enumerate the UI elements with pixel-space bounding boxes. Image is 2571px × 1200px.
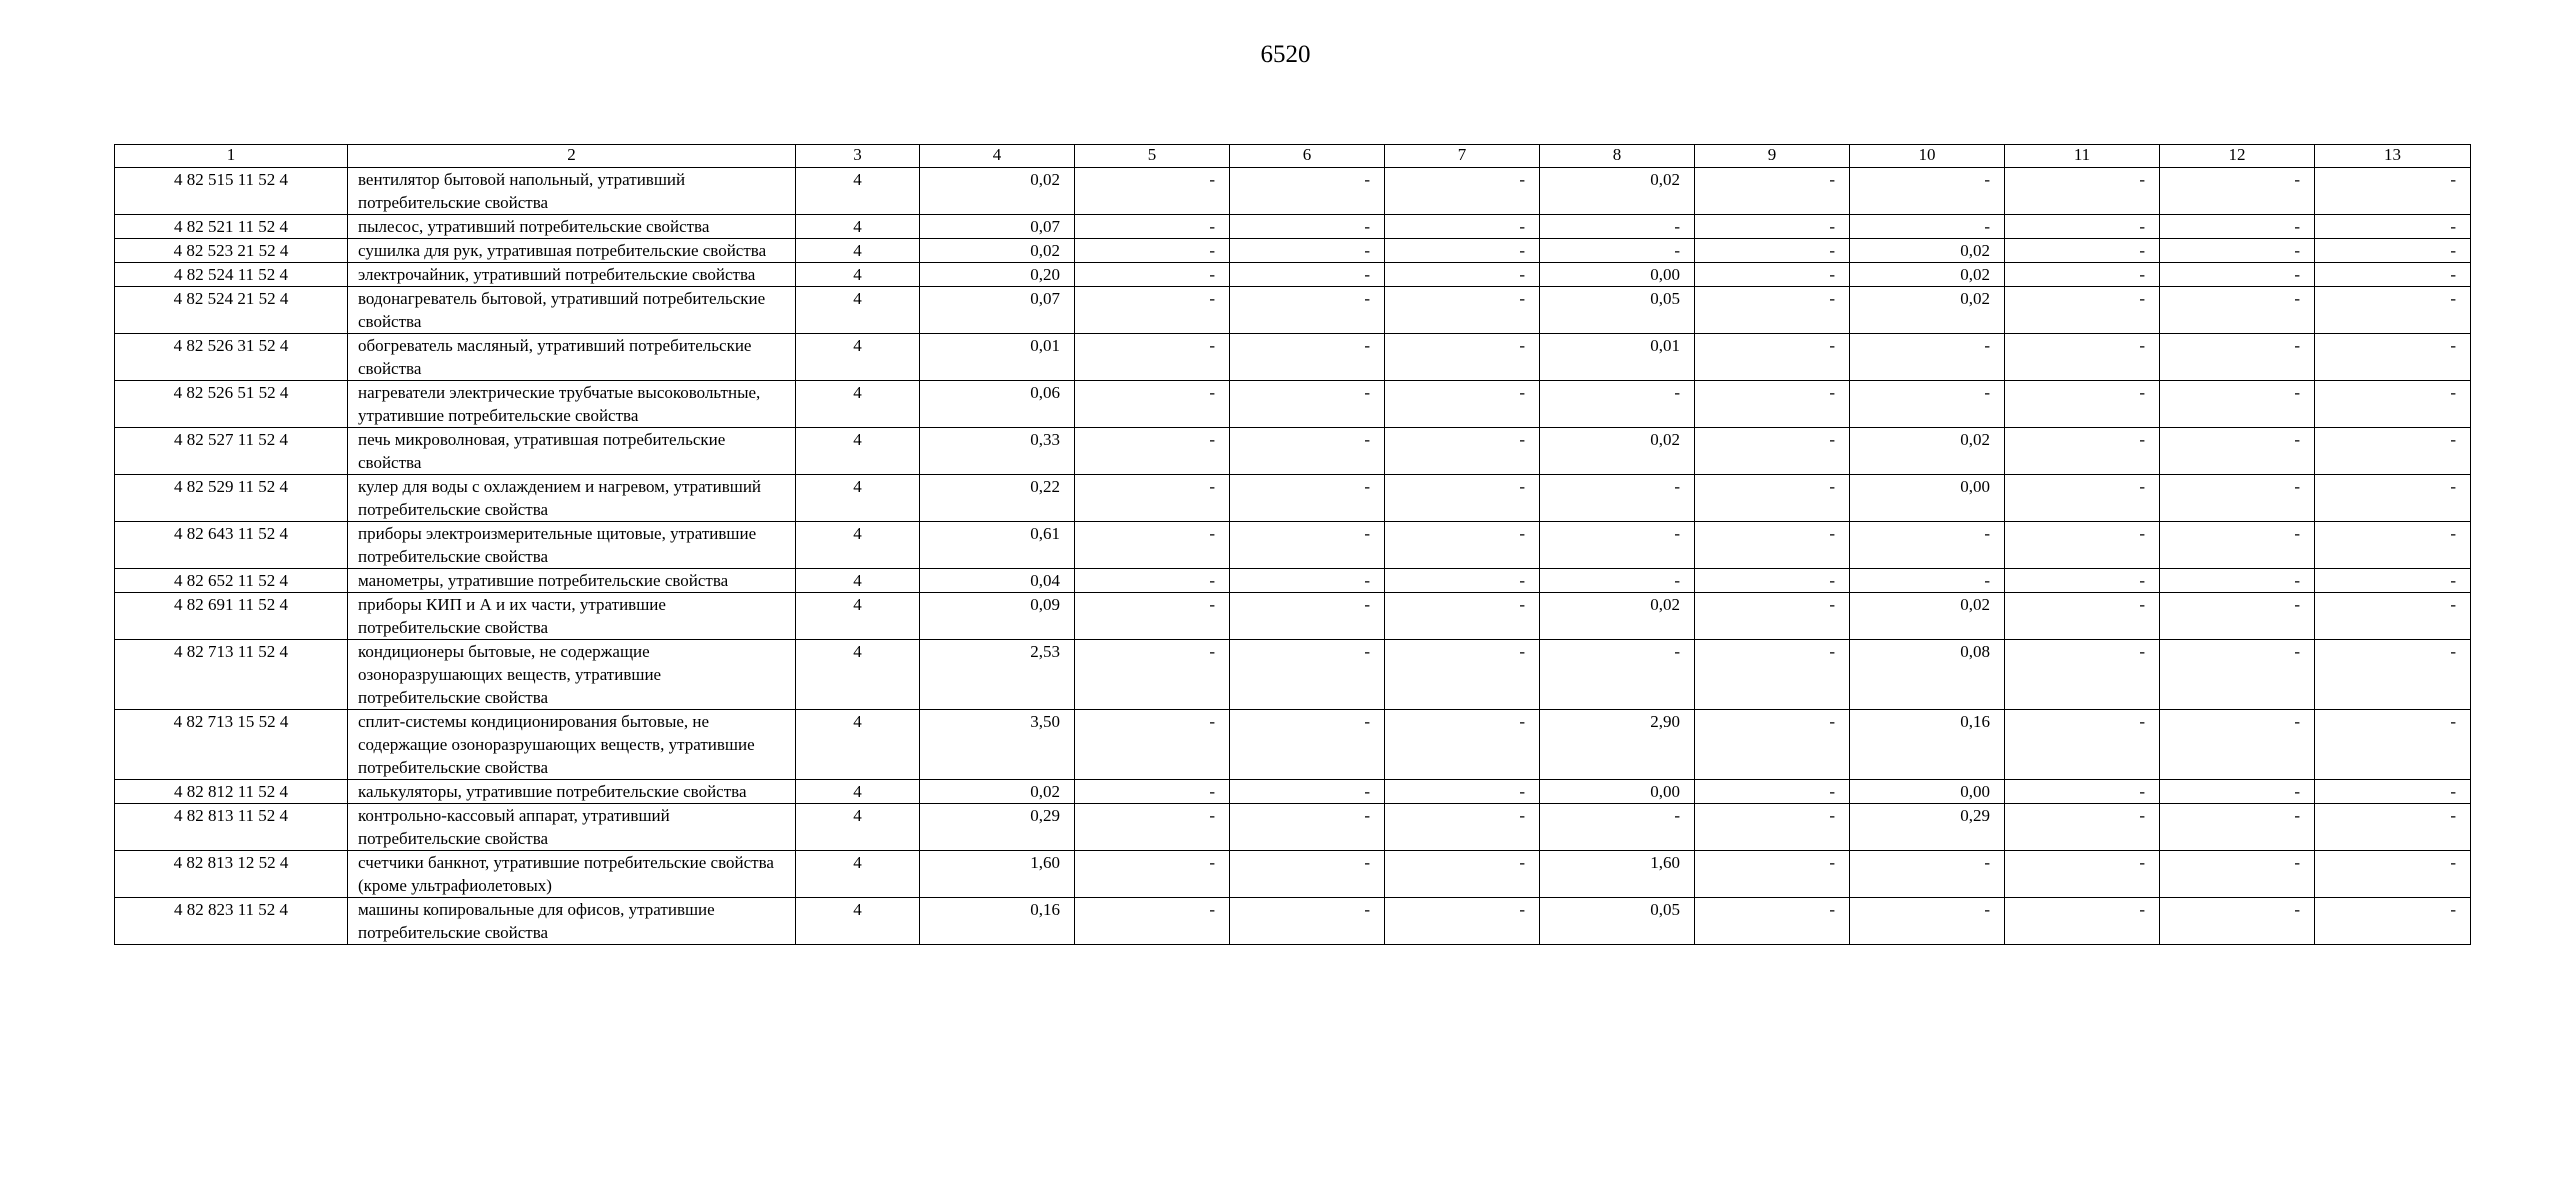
table-row	[115, 804, 2471, 851]
column-header-3: 3	[796, 145, 920, 168]
value-cell-col-5: -	[1075, 780, 1230, 804]
value-cell-col-5: -	[1075, 239, 1230, 263]
waste-code-cell: 4 82 523 21 52 4	[115, 239, 348, 263]
value-cell-col-11: -	[2005, 428, 2160, 475]
value-cell-col-5: -	[1075, 593, 1230, 640]
waste-name-cell: печь микроволновая, утратившая потребительские свойства	[348, 428, 796, 475]
value-cell-col-10: 0,16	[1850, 710, 2005, 780]
value-cell-col-13: -	[2315, 381, 2471, 428]
hazard-class-cell: 4	[796, 710, 920, 780]
value-cell-col-7: -	[1385, 593, 1540, 640]
waste-name-cell: сплит-системы кондиционирования бытовые, не содержащие озоноразрушающих веществ, утратившие потребительские свойства	[348, 710, 796, 780]
waste-code-cell: 4 82 713 15 52 4	[115, 710, 348, 780]
value-cell-col-11: -	[2005, 381, 2160, 428]
table-row	[115, 428, 2471, 475]
value-cell-col-6: -	[1230, 593, 1385, 640]
value-cell-col-10: 0,02	[1850, 239, 2005, 263]
value-cell-col-4: 0,07	[920, 287, 1075, 334]
value-cell-col-9: -	[1695, 334, 1850, 381]
table-row	[115, 168, 2471, 215]
value-cell-col-8: -	[1540, 475, 1695, 522]
value-cell-col-13: -	[2315, 475, 2471, 522]
value-cell-col-12: -	[2160, 287, 2315, 334]
value-cell-col-8: -	[1540, 804, 1695, 851]
waste-code-cell: 4 82 529 11 52 4	[115, 475, 348, 522]
column-header-7: 7	[1385, 145, 1540, 168]
value-cell-col-8: -	[1540, 569, 1695, 593]
value-cell-col-6: -	[1230, 381, 1385, 428]
waste-name-cell: приборы КИП и А и их части, утратившие потребительские свойства	[348, 593, 796, 640]
value-cell-col-8: 2,90	[1540, 710, 1695, 780]
page-number: 6520	[1260, 41, 1311, 68]
waste-name-cell: нагреватели электрические трубчатые высоковольтные, утратившие потребительские свойства	[348, 381, 796, 428]
waste-name-cell: счетчики банкнот, утратившие потребительские свойства (кроме ультрафиолетовых)	[348, 851, 796, 898]
value-cell-col-8: 0,02	[1540, 168, 1695, 215]
value-cell-col-8: 0,02	[1540, 593, 1695, 640]
table-row	[115, 593, 2471, 640]
value-cell-col-9: -	[1695, 428, 1850, 475]
value-cell-col-7: -	[1385, 334, 1540, 381]
value-cell-col-12: -	[2160, 334, 2315, 381]
value-cell-col-12: -	[2160, 263, 2315, 287]
value-cell-col-11: -	[2005, 334, 2160, 381]
value-cell-col-12: -	[2160, 710, 2315, 780]
value-cell-col-5: -	[1075, 804, 1230, 851]
value-cell-col-7: -	[1385, 381, 1540, 428]
value-cell-col-4: 1,60	[920, 851, 1075, 898]
value-cell-col-10: -	[1850, 168, 2005, 215]
value-cell-col-4: 0,04	[920, 569, 1075, 593]
value-cell-col-4: 0,01	[920, 334, 1075, 381]
value-cell-col-6: -	[1230, 334, 1385, 381]
value-cell-col-11: -	[2005, 239, 2160, 263]
waste-name-cell: пылесос, утративший потребительские свойства	[348, 215, 796, 239]
value-cell-col-5: -	[1075, 710, 1230, 780]
value-cell-col-13: -	[2315, 710, 2471, 780]
hazard-class-cell: 4	[796, 593, 920, 640]
value-cell-col-9: -	[1695, 522, 1850, 569]
value-cell-col-12: -	[2160, 593, 2315, 640]
waste-code-cell: 4 82 652 11 52 4	[115, 569, 348, 593]
value-cell-col-11: -	[2005, 640, 2160, 710]
hazard-class-cell: 4	[796, 428, 920, 475]
value-cell-col-12: -	[2160, 475, 2315, 522]
value-cell-col-10: 0,02	[1850, 428, 2005, 475]
value-cell-col-7: -	[1385, 780, 1540, 804]
value-cell-col-7: -	[1385, 710, 1540, 780]
value-cell-col-5: -	[1075, 522, 1230, 569]
value-cell-col-11: -	[2005, 804, 2160, 851]
hazard-class-cell: 4	[796, 475, 920, 522]
table-row	[115, 475, 2471, 522]
value-cell-col-9: -	[1695, 640, 1850, 710]
value-cell-col-12: -	[2160, 381, 2315, 428]
table-row	[115, 640, 2471, 710]
value-cell-col-8: 0,05	[1540, 898, 1695, 945]
value-cell-col-4: 0,20	[920, 263, 1075, 287]
value-cell-col-13: -	[2315, 780, 2471, 804]
value-cell-col-4: 0,09	[920, 593, 1075, 640]
value-cell-col-10: 0,08	[1850, 640, 2005, 710]
table-row	[115, 239, 2471, 263]
hazard-class-cell: 4	[796, 780, 920, 804]
value-cell-col-4: 0,02	[920, 239, 1075, 263]
value-cell-col-12: -	[2160, 569, 2315, 593]
value-cell-col-4: 0,02	[920, 168, 1075, 215]
value-cell-col-5: -	[1075, 215, 1230, 239]
value-cell-col-12: -	[2160, 522, 2315, 569]
waste-code-cell: 4 82 812 11 52 4	[115, 780, 348, 804]
value-cell-col-10: -	[1850, 898, 2005, 945]
waste-name-cell: вентилятор бытовой напольный, утративший потребительские свойства	[348, 168, 796, 215]
value-cell-col-9: -	[1695, 287, 1850, 334]
table-row	[115, 381, 2471, 428]
value-cell-col-9: -	[1695, 263, 1850, 287]
value-cell-col-10: 0,29	[1850, 804, 2005, 851]
value-cell-col-9: -	[1695, 381, 1850, 428]
value-cell-col-11: -	[2005, 215, 2160, 239]
value-cell-col-4: 0,33	[920, 428, 1075, 475]
value-cell-col-7: -	[1385, 428, 1540, 475]
value-cell-col-5: -	[1075, 640, 1230, 710]
value-cell-col-13: -	[2315, 287, 2471, 334]
table-row	[115, 851, 2471, 898]
value-cell-col-13: -	[2315, 428, 2471, 475]
value-cell-col-8: 0,00	[1540, 263, 1695, 287]
column-header-12: 12	[2160, 145, 2315, 168]
column-header-10: 10	[1850, 145, 2005, 168]
value-cell-col-13: -	[2315, 334, 2471, 381]
value-cell-col-10: -	[1850, 215, 2005, 239]
hazard-class-cell: 4	[796, 381, 920, 428]
value-cell-col-12: -	[2160, 239, 2315, 263]
value-cell-col-7: -	[1385, 851, 1540, 898]
value-cell-col-7: -	[1385, 168, 1540, 215]
table-row	[115, 569, 2471, 593]
waste-code-cell: 4 82 515 11 52 4	[115, 168, 348, 215]
value-cell-col-9: -	[1695, 215, 1850, 239]
value-cell-col-8: -	[1540, 381, 1695, 428]
value-cell-col-12: -	[2160, 898, 2315, 945]
value-cell-col-8: 0,02	[1540, 428, 1695, 475]
value-cell-col-4: 0,02	[920, 780, 1075, 804]
hazard-class-cell: 4	[796, 239, 920, 263]
value-cell-col-11: -	[2005, 569, 2160, 593]
waste-code-cell: 4 82 524 21 52 4	[115, 287, 348, 334]
table-row	[115, 710, 2471, 780]
value-cell-col-5: -	[1075, 381, 1230, 428]
waste-name-cell: контрольно-кассовый аппарат, утративший потребительские свойства	[348, 804, 796, 851]
value-cell-col-7: -	[1385, 804, 1540, 851]
value-cell-col-11: -	[2005, 710, 2160, 780]
value-cell-col-10: 0,02	[1850, 287, 2005, 334]
value-cell-col-6: -	[1230, 168, 1385, 215]
waste-name-cell: приборы электроизмерительные щитовые, утратившие потребительские свойства	[348, 522, 796, 569]
value-cell-col-5: -	[1075, 569, 1230, 593]
hazard-class-cell: 4	[796, 522, 920, 569]
column-header-5: 5	[1075, 145, 1230, 168]
hazard-class-cell: 4	[796, 215, 920, 239]
column-header-6: 6	[1230, 145, 1385, 168]
value-cell-col-5: -	[1075, 475, 1230, 522]
value-cell-col-4: 0,29	[920, 804, 1075, 851]
value-cell-col-4: 0,61	[920, 522, 1075, 569]
waste-code-cell: 4 82 524 11 52 4	[115, 263, 348, 287]
value-cell-col-10: -	[1850, 334, 2005, 381]
value-cell-col-10: 0,00	[1850, 475, 2005, 522]
hazard-class-cell: 4	[796, 287, 920, 334]
value-cell-col-6: -	[1230, 522, 1385, 569]
value-cell-col-9: -	[1695, 168, 1850, 215]
value-cell-col-8: 1,60	[1540, 851, 1695, 898]
value-cell-col-6: -	[1230, 475, 1385, 522]
table-row	[115, 215, 2471, 239]
hazard-class-cell: 4	[796, 851, 920, 898]
value-cell-col-10: -	[1850, 569, 2005, 593]
value-cell-col-6: -	[1230, 428, 1385, 475]
value-cell-col-13: -	[2315, 168, 2471, 215]
value-cell-col-8: -	[1540, 215, 1695, 239]
value-cell-col-5: -	[1075, 168, 1230, 215]
value-cell-col-9: -	[1695, 475, 1850, 522]
value-cell-col-11: -	[2005, 593, 2160, 640]
column-header-9: 9	[1695, 145, 1850, 168]
value-cell-col-10: 0,02	[1850, 263, 2005, 287]
value-cell-col-5: -	[1075, 263, 1230, 287]
value-cell-col-13: -	[2315, 215, 2471, 239]
waste-name-cell: кондиционеры бытовые, не содержащие озоноразрушающих веществ, утратившие потребительские свойства	[348, 640, 796, 710]
waste-code-cell: 4 82 527 11 52 4	[115, 428, 348, 475]
value-cell-col-7: -	[1385, 475, 1540, 522]
waste-name-cell: манометры, утратившие потребительские свойства	[348, 569, 796, 593]
value-cell-col-5: -	[1075, 898, 1230, 945]
value-cell-col-13: -	[2315, 640, 2471, 710]
value-cell-col-5: -	[1075, 334, 1230, 381]
waste-code-cell: 4 82 713 11 52 4	[115, 640, 348, 710]
table-row	[115, 334, 2471, 381]
value-cell-col-11: -	[2005, 287, 2160, 334]
hazard-class-cell: 4	[796, 334, 920, 381]
waste-name-cell: сушилка для рук, утратившая потребительские свойства	[348, 239, 796, 263]
hazard-class-cell: 4	[796, 898, 920, 945]
column-header-2: 2	[348, 145, 796, 168]
value-cell-col-6: -	[1230, 851, 1385, 898]
waste-name-cell: кулер для воды с охлаждением и нагревом, утративший потребительские свойства	[348, 475, 796, 522]
value-cell-col-7: -	[1385, 263, 1540, 287]
value-cell-col-4: 3,50	[920, 710, 1075, 780]
value-cell-col-6: -	[1230, 287, 1385, 334]
waste-code-cell: 4 82 521 11 52 4	[115, 215, 348, 239]
value-cell-col-8: 0,05	[1540, 287, 1695, 334]
value-cell-col-7: -	[1385, 287, 1540, 334]
value-cell-col-4: 0,06	[920, 381, 1075, 428]
column-header-1: 1	[115, 145, 348, 168]
value-cell-col-7: -	[1385, 569, 1540, 593]
value-cell-col-10: -	[1850, 522, 2005, 569]
waste-code-cell: 4 82 526 31 52 4	[115, 334, 348, 381]
column-header-11: 11	[2005, 145, 2160, 168]
value-cell-col-11: -	[2005, 168, 2160, 215]
value-cell-col-11: -	[2005, 898, 2160, 945]
value-cell-col-9: -	[1695, 851, 1850, 898]
waste-code-cell: 4 82 691 11 52 4	[115, 593, 348, 640]
value-cell-col-9: -	[1695, 898, 1850, 945]
value-cell-col-8: 0,00	[1540, 780, 1695, 804]
value-cell-col-4: 0,07	[920, 215, 1075, 239]
value-cell-col-6: -	[1230, 239, 1385, 263]
value-cell-col-7: -	[1385, 640, 1540, 710]
value-cell-col-6: -	[1230, 569, 1385, 593]
value-cell-col-11: -	[2005, 263, 2160, 287]
waste-code-cell: 4 82 813 11 52 4	[115, 804, 348, 851]
value-cell-col-4: 2,53	[920, 640, 1075, 710]
waste-name-cell: электрочайник, утративший потребительские свойства	[348, 263, 796, 287]
value-cell-col-11: -	[2005, 522, 2160, 569]
value-cell-col-5: -	[1075, 287, 1230, 334]
column-header-13: 13	[2315, 145, 2471, 168]
value-cell-col-4: 0,22	[920, 475, 1075, 522]
value-cell-col-11: -	[2005, 475, 2160, 522]
waste-code-cell: 4 82 813 12 52 4	[115, 851, 348, 898]
value-cell-col-11: -	[2005, 851, 2160, 898]
value-cell-col-13: -	[2315, 263, 2471, 287]
value-cell-col-7: -	[1385, 898, 1540, 945]
value-cell-col-12: -	[2160, 640, 2315, 710]
value-cell-col-8: -	[1540, 522, 1695, 569]
hazard-class-cell: 4	[796, 640, 920, 710]
table-body	[115, 168, 2471, 945]
table-row	[115, 780, 2471, 804]
value-cell-col-6: -	[1230, 710, 1385, 780]
hazard-class-cell: 4	[796, 804, 920, 851]
value-cell-col-6: -	[1230, 640, 1385, 710]
waste-name-cell: машины копировальные для офисов, утратившие потребительские свойства	[348, 898, 796, 945]
value-cell-col-7: -	[1385, 239, 1540, 263]
value-cell-col-12: -	[2160, 168, 2315, 215]
value-cell-col-8: -	[1540, 640, 1695, 710]
waste-name-cell: обогреватель масляный, утративший потребительские свойства	[348, 334, 796, 381]
value-cell-col-7: -	[1385, 522, 1540, 569]
waste-name-cell: калькуляторы, утратившие потребительские свойства	[348, 780, 796, 804]
value-cell-col-4: 0,16	[920, 898, 1075, 945]
value-cell-col-12: -	[2160, 851, 2315, 898]
value-cell-col-9: -	[1695, 780, 1850, 804]
value-cell-col-13: -	[2315, 593, 2471, 640]
value-cell-col-13: -	[2315, 569, 2471, 593]
hazard-class-cell: 4	[796, 168, 920, 215]
table-header	[115, 145, 2471, 168]
value-cell-col-9: -	[1695, 239, 1850, 263]
value-cell-col-12: -	[2160, 804, 2315, 851]
hazard-class-cell: 4	[796, 263, 920, 287]
value-cell-col-10: 0,02	[1850, 593, 2005, 640]
header-row	[115, 145, 2471, 168]
value-cell-col-13: -	[2315, 898, 2471, 945]
value-cell-col-10: 0,00	[1850, 780, 2005, 804]
waste-code-cell: 4 82 643 11 52 4	[115, 522, 348, 569]
table-row	[115, 287, 2471, 334]
value-cell-col-13: -	[2315, 804, 2471, 851]
value-cell-col-8: -	[1540, 239, 1695, 263]
value-cell-col-10: -	[1850, 381, 2005, 428]
value-cell-col-6: -	[1230, 263, 1385, 287]
value-cell-col-5: -	[1075, 851, 1230, 898]
value-cell-col-9: -	[1695, 804, 1850, 851]
value-cell-col-12: -	[2160, 428, 2315, 475]
table-row	[115, 263, 2471, 287]
value-cell-col-10: -	[1850, 851, 2005, 898]
value-cell-col-9: -	[1695, 593, 1850, 640]
value-cell-col-12: -	[2160, 215, 2315, 239]
waste-name-cell: водонагреватель бытовой, утративший потребительские свойства	[348, 287, 796, 334]
value-cell-col-13: -	[2315, 239, 2471, 263]
value-cell-col-13: -	[2315, 522, 2471, 569]
value-cell-col-6: -	[1230, 215, 1385, 239]
value-cell-col-13: -	[2315, 851, 2471, 898]
value-cell-col-8: 0,01	[1540, 334, 1695, 381]
hazard-class-cell: 4	[796, 569, 920, 593]
value-cell-col-6: -	[1230, 804, 1385, 851]
value-cell-col-9: -	[1695, 569, 1850, 593]
value-cell-col-6: -	[1230, 898, 1385, 945]
value-cell-col-12: -	[2160, 780, 2315, 804]
table-row	[115, 522, 2471, 569]
column-header-4: 4	[920, 145, 1075, 168]
waste-code-cell: 4 82 526 51 52 4	[115, 381, 348, 428]
column-header-8: 8	[1540, 145, 1695, 168]
value-cell-col-6: -	[1230, 780, 1385, 804]
table-row	[115, 898, 2471, 945]
value-cell-col-9: -	[1695, 710, 1850, 780]
value-cell-col-7: -	[1385, 215, 1540, 239]
value-cell-col-11: -	[2005, 780, 2160, 804]
value-cell-col-5: -	[1075, 428, 1230, 475]
waste-code-cell: 4 82 823 11 52 4	[115, 898, 348, 945]
waste-data-table	[114, 144, 2471, 945]
